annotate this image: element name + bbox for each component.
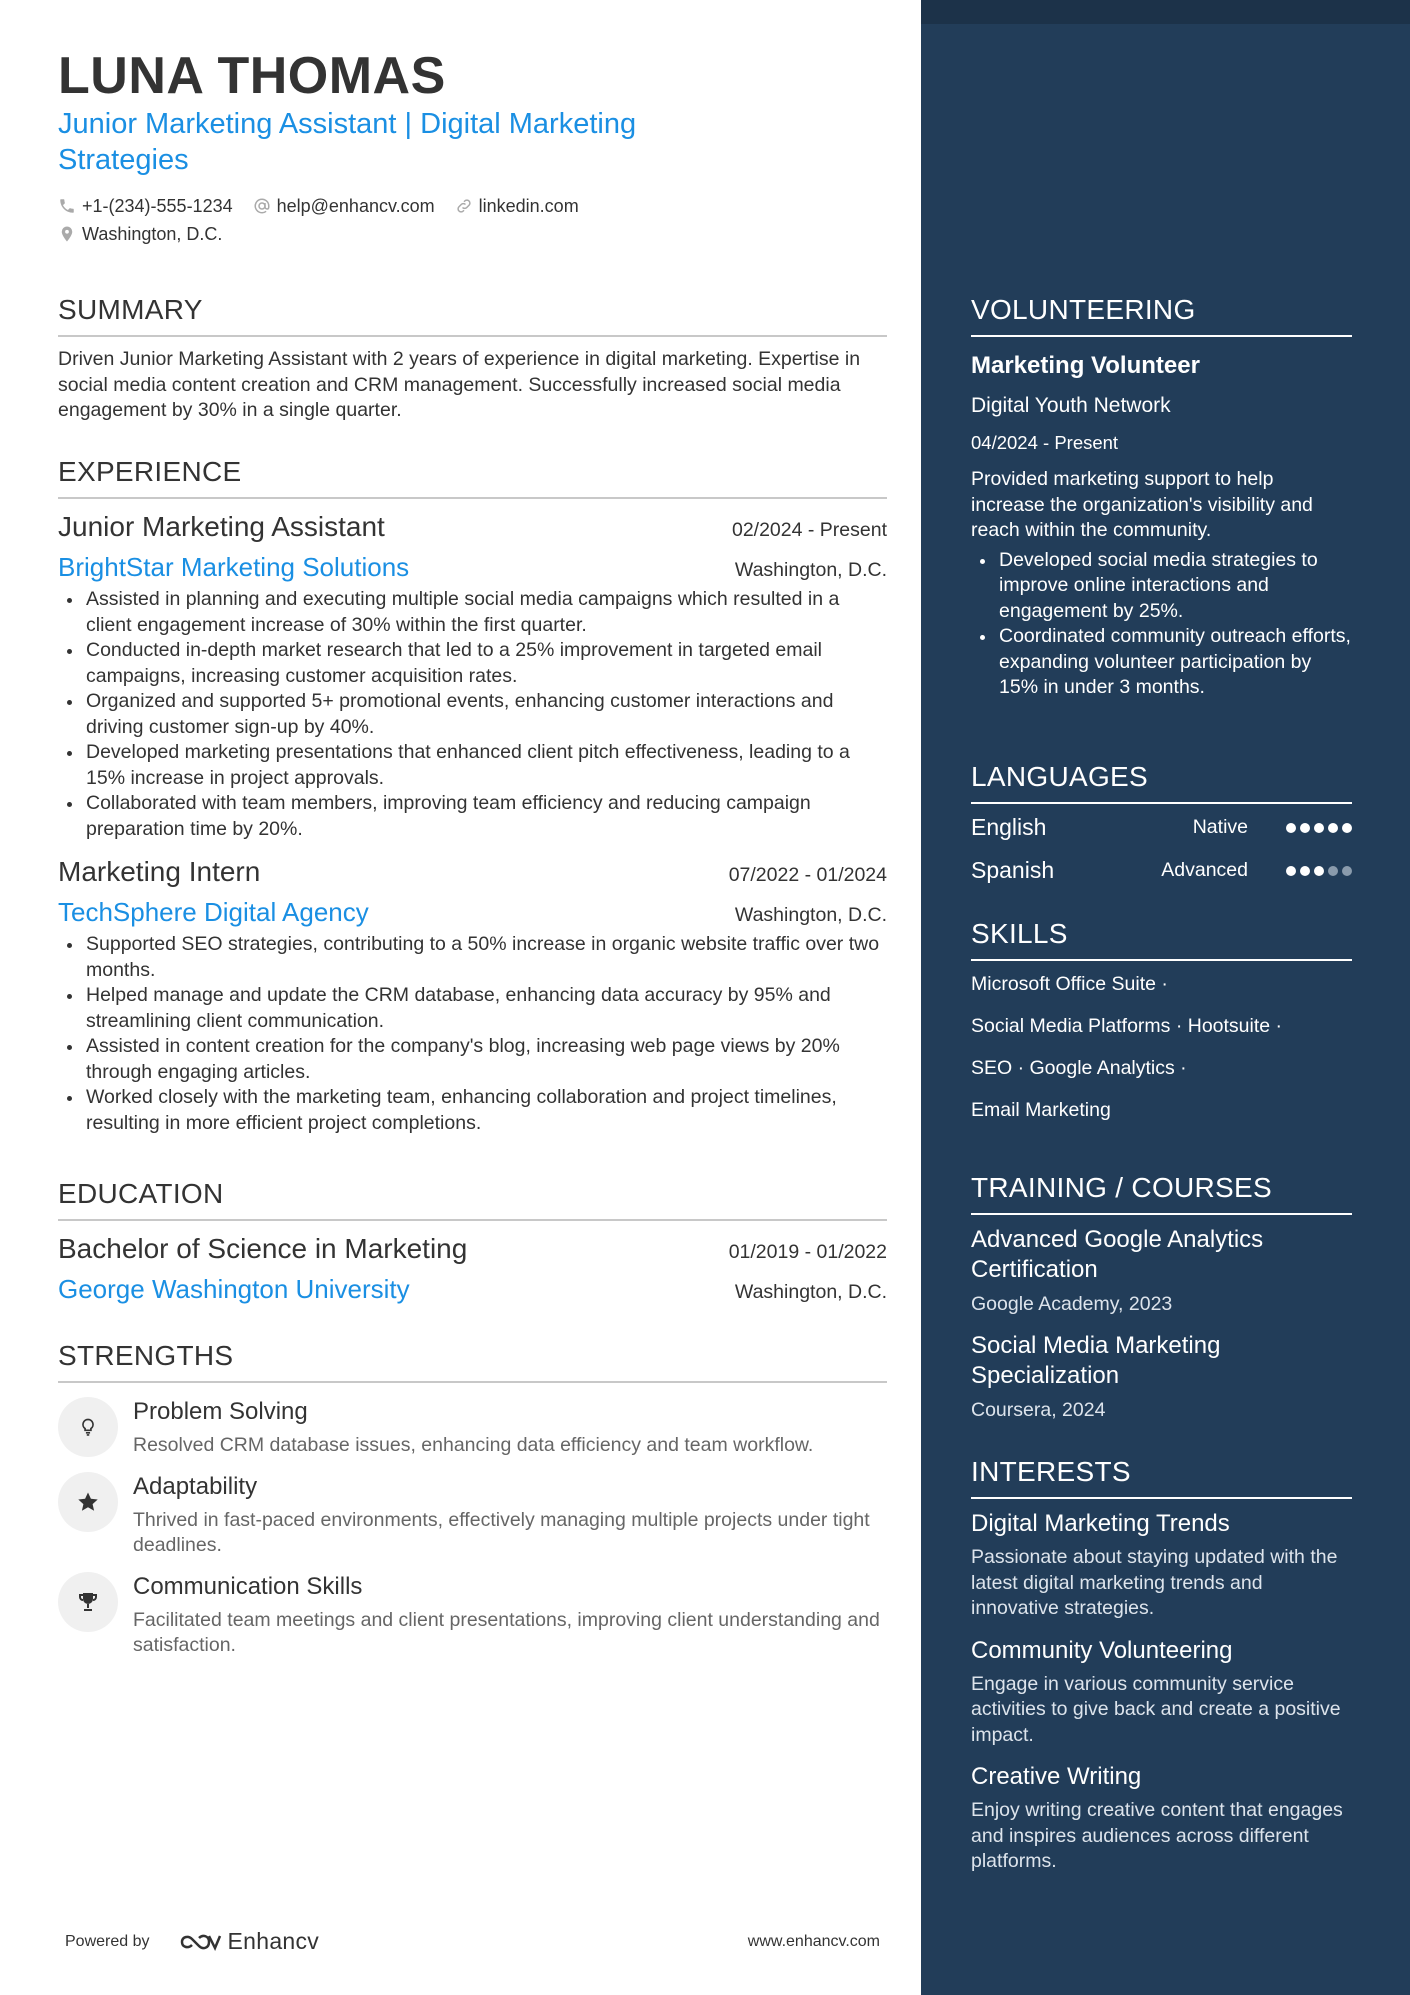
- powered-by: [65, 1928, 319, 1955]
- strength-desc: Facilitated team meetings and client presentations, improving client understanding and satisfaction.: [133, 1609, 880, 1656]
- rating-dot-filled: [1328, 823, 1338, 833]
- school-name: George Washington University: [58, 1274, 410, 1304]
- rating-dot-empty: [1342, 866, 1352, 876]
- link-icon: [455, 197, 473, 215]
- course-provider: Google Academy, 2023: [971, 1293, 1173, 1315]
- location-text: Washington, D.C.: [82, 223, 223, 244]
- bullet-item: Developed marketing presentations that enhanced client pitch effectiveness, leading to a 15% increase in project approvals.: [58, 740, 887, 791]
- volunteering-heading: VOLUNTEERING: [971, 293, 1352, 337]
- candidate-title: Junior Marketing Assistant | Digital Marketing Strategies: [58, 108, 637, 176]
- education-section: [58, 1177, 887, 1305]
- interest-desc: Enjoy writing creative content that engages and inspires audiences across different platforms.: [971, 1799, 1343, 1872]
- strength-desc: Thrived in fast-paced environments, effectively managing multiple projects under tight deadlines.: [133, 1509, 870, 1556]
- bullet-item: Assisted in planning and executing multiple social media campaigns which resulted in a client engagement increase of 30% within the first quarter.: [58, 587, 887, 638]
- star-icon: [58, 1472, 118, 1532]
- location-contact: [58, 224, 222, 245]
- bullet-item: Developed social media strategies to improve online interactions and engagement by 25%.: [971, 548, 1352, 625]
- company-name: TechSphere Digital Agency: [58, 897, 369, 927]
- course-title: Social Media Marketing Specialization: [971, 1332, 1221, 1389]
- interests-heading: INTERESTS: [971, 1455, 1352, 1499]
- skill-line: Email Marketing: [971, 1099, 1111, 1121]
- job-title: Marketing Intern: [58, 856, 261, 887]
- strength-title: Problem Solving: [133, 1398, 308, 1425]
- interests-section: [971, 1455, 1352, 1875]
- strengths-heading: STRENGTHS: [58, 1339, 887, 1383]
- bullet-item: Worked closely with the marketing team, enhancing collaboration and project timelines, resulting in more efficient project completions.: [58, 1085, 887, 1136]
- language-name: Spanish: [971, 857, 1055, 883]
- website-link[interactable]: www.enhancv.com: [747, 1932, 880, 1950]
- company-name: BrightStar Marketing Solutions: [58, 552, 410, 582]
- languages-section: [971, 760, 1352, 892]
- strength-item: [58, 1572, 887, 1658]
- job-date: 07/2022 - 01/2024: [728, 864, 887, 886]
- job-title: Junior Marketing Assistant: [58, 511, 385, 542]
- job-bullets: [58, 932, 887, 1136]
- job-entry: [58, 854, 887, 1136]
- education-date: 01/2019 - 01/2022: [728, 1241, 887, 1263]
- interest-title: Creative Writing: [971, 1763, 1142, 1790]
- rating-dot-filled: [1300, 823, 1310, 833]
- skills-heading: SKILLS: [971, 917, 1352, 961]
- language-level: Advanced: [1161, 859, 1248, 881]
- languages-heading: LANGUAGES: [971, 760, 1352, 804]
- degree-title: Bachelor of Science in Marketing: [58, 1233, 468, 1264]
- strength-title: Communication Skills: [133, 1573, 363, 1600]
- language-row: [971, 806, 1352, 849]
- bullet-item: Helped manage and update the CRM database, enhancing data accuracy by 95% and streamlining client communication.: [58, 983, 887, 1034]
- sidebar-top-band: [921, 0, 1410, 24]
- phone-text: +1-(234)-555-1234: [82, 195, 233, 216]
- lightbulb-icon: [58, 1397, 118, 1457]
- rating-dot-filled: [1286, 823, 1296, 833]
- location-pin-icon: [58, 224, 76, 244]
- footer: [65, 1928, 880, 1955]
- job-location: Washington, D.C.: [734, 559, 887, 581]
- education-entry: [58, 1231, 887, 1305]
- skill-line: Social Media Platforms · Hootsuite ·: [971, 1015, 1283, 1037]
- at-sign-icon: [253, 197, 271, 215]
- language-rating: [1282, 823, 1352, 833]
- interest-desc: Engage in various community service activities to give back and create a positive impact.: [971, 1672, 1341, 1746]
- candidate-name: LUNA THOMAS: [58, 47, 446, 105]
- summary-section: [58, 293, 887, 424]
- rating-dot-filled: [1300, 866, 1310, 876]
- language-rating: [1282, 866, 1352, 876]
- linkedin-text: linkedin.com: [478, 195, 579, 216]
- course-title: Advanced Google Analytics Certification: [971, 1226, 1264, 1283]
- language-name: English: [971, 814, 1047, 840]
- volunteering-section: [971, 293, 1352, 701]
- powered-by-text: Powered by: [65, 1932, 150, 1950]
- volunteer-org: Digital Youth Network: [971, 394, 1171, 417]
- enhancv-logo-icon: [176, 1930, 222, 1954]
- strength-item: [58, 1397, 887, 1458]
- email-text: help@enhancv.com: [276, 195, 435, 216]
- email-contact[interactable]: [253, 196, 435, 217]
- job-bullets: [58, 587, 887, 842]
- rating-dot-empty: [1328, 866, 1338, 876]
- training-section: [971, 1171, 1352, 1423]
- rating-dot-filled: [1342, 823, 1352, 833]
- experience-heading: EXPERIENCE: [58, 455, 887, 499]
- job-location: Washington, D.C.: [734, 904, 887, 926]
- education-heading: EDUCATION: [58, 1177, 887, 1221]
- bullet-item: Organized and supported 5+ promotional events, enhancing customer interactions and driving customer sign-up by 40%.: [58, 689, 887, 740]
- job-entry: [58, 509, 887, 842]
- rating-dot-filled: [1314, 866, 1324, 876]
- strengths-section: [58, 1339, 887, 1658]
- bullet-item: Supported SEO strategies, contributing to a 50% increase in organic website traffic over two months.: [58, 932, 887, 983]
- contact-info: [58, 194, 599, 250]
- interest-desc: Passionate about staying updated with the latest digital marketing trends and innovative strategies.: [971, 1546, 1338, 1619]
- education-location: Washington, D.C.: [734, 1281, 887, 1303]
- trophy-icon: [58, 1572, 118, 1632]
- summary-heading: SUMMARY: [58, 293, 887, 337]
- experience-section: [58, 455, 887, 1136]
- rating-dot-filled: [1314, 823, 1324, 833]
- skill-line: Microsoft Office Suite ·: [971, 973, 1168, 995]
- strength-title: Adaptability: [133, 1473, 258, 1500]
- interest-title: Community Volunteering: [971, 1636, 1233, 1664]
- skill-line: SEO · Google Analytics ·: [971, 1057, 1187, 1079]
- strength-desc: Resolved CRM database issues, enhancing data efficiency and team workflow.: [133, 1434, 814, 1456]
- volunteer-role: Marketing Volunteer: [971, 352, 1200, 379]
- skills-section: [971, 917, 1352, 1131]
- volunteer-date: 04/2024 - Present: [971, 432, 1119, 453]
- linkedin-contact[interactable]: [455, 196, 579, 217]
- language-level: Native: [1192, 816, 1248, 838]
- language-row: [971, 849, 1352, 892]
- bullet-item: Coordinated community outreach efforts, expanding volunteer participation by 15% in under 3 months.: [971, 624, 1352, 701]
- brand-name: Enhancv: [227, 1928, 320, 1954]
- bullet-item: Collaborated with team members, improving team efficiency and reducing campaign preparation time by 20%.: [58, 791, 887, 842]
- volunteer-bullets: [971, 548, 1352, 701]
- bullet-item: Assisted in content creation for the company's blog, increasing web page views by 20% through engaging articles.: [58, 1034, 887, 1085]
- training-heading: TRAINING / COURSES: [971, 1171, 1352, 1215]
- volunteer-desc: Provided marketing support to help increase the organization's visibility and reach within the community.: [971, 468, 1313, 541]
- bullet-item: Conducted in-depth market research that led to a 25% improvement in targeted email campaigns, increasing customer acquisition rates.: [58, 638, 887, 689]
- interest-title: Digital Marketing Trends: [971, 1510, 1230, 1537]
- phone-contact[interactable]: [58, 196, 233, 217]
- rating-dot-filled: [1286, 866, 1296, 876]
- job-date: 02/2024 - Present: [731, 519, 887, 541]
- phone-icon: [58, 197, 76, 215]
- course-provider: Coursera, 2024: [971, 1399, 1106, 1421]
- summary-text: Driven Junior Marketing Assistant with 2 years of experience in digital marketing. Expertise in social media content creation and CRM management. Successfully increased social media engagement by 30% in a single quarter.: [58, 348, 861, 421]
- sidebar: [921, 0, 1410, 1995]
- strength-item: [58, 1472, 887, 1558]
